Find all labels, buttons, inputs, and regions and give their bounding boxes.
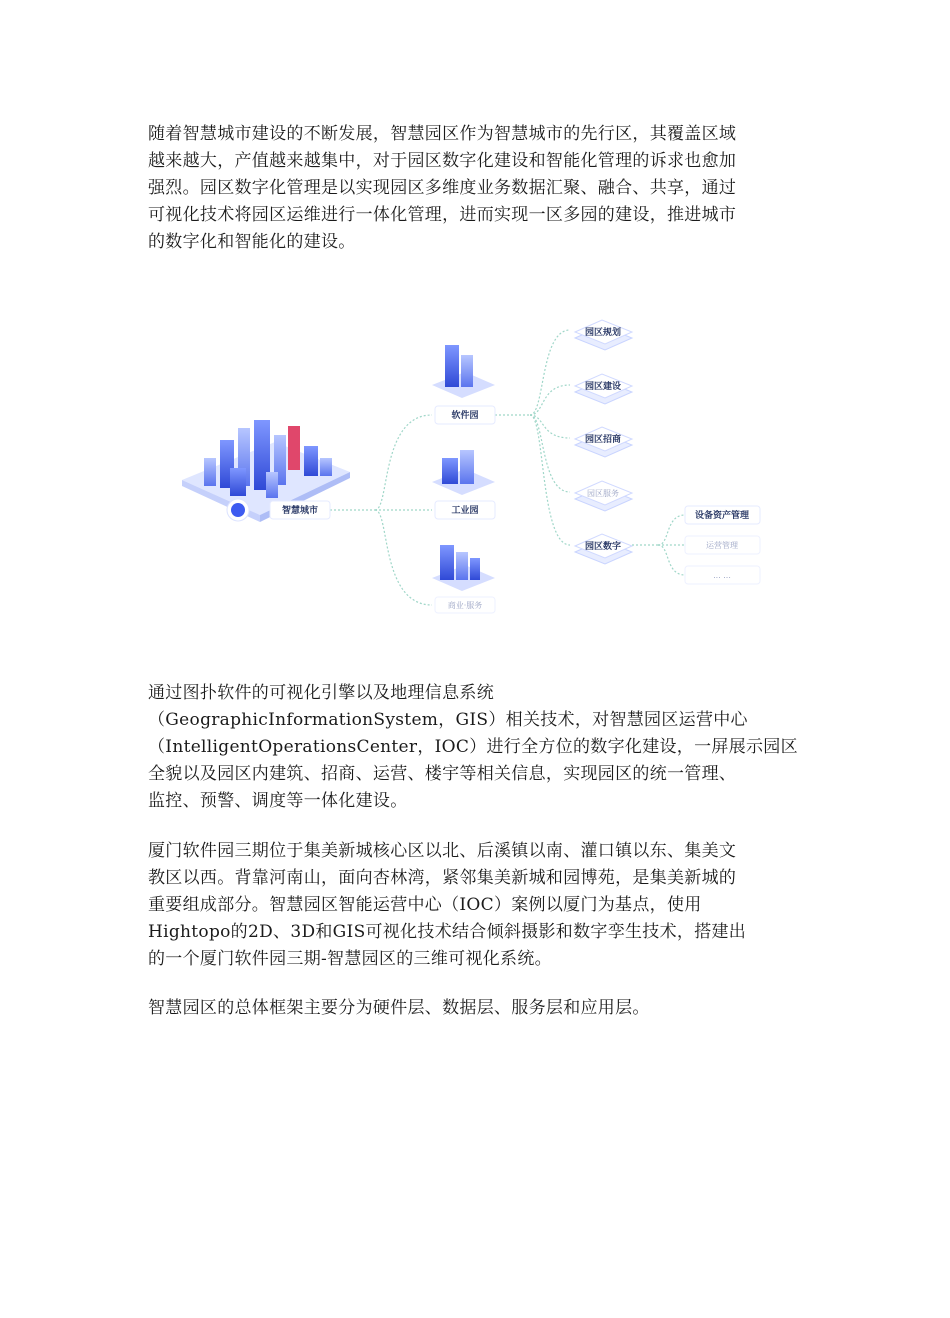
- text-line: （GeographicInformationSystem，GIS）相关技术，对智慧园区运营中心: [148, 710, 748, 730]
- layer-construction: [575, 374, 632, 404]
- text-line: 监控、预警、调度等一体化建设。: [148, 791, 408, 811]
- sub-items: [685, 506, 760, 584]
- park-commercial: [432, 545, 495, 613]
- layer-investment: [575, 427, 632, 457]
- function-label: 园区服务: [587, 489, 619, 498]
- park-label: 软件园: [451, 411, 479, 421]
- sub-item-label: 设备资产管理: [694, 511, 750, 521]
- text-line: （IntelligentOperationsCenter，IOC）进行全方位的数字化建设，一屏展示园区: [148, 737, 798, 757]
- xiamen-paragraph: [148, 838, 798, 973]
- text-line: 的一个厦门软件园三期-智慧园区的三维可视化系统。: [148, 949, 552, 969]
- smart-city-diagram: [170, 300, 810, 630]
- park-label: 工业园: [451, 506, 479, 516]
- sub-item-label: ... ...: [713, 571, 731, 580]
- text-line: 厦门软件园三期位于集美新城核心区以北、后溪镇以南、灌口镇以东、集美文: [148, 841, 737, 861]
- layer-planning: [575, 320, 632, 350]
- park-industrial: [432, 450, 495, 519]
- text-line: 智慧园区的总体框架主要分为硬件层、数据层、服务层和应用层。: [148, 998, 650, 1018]
- park-software: [432, 345, 495, 424]
- text-line: 越来越大，产值越来越集中，对于园区数字化建设和智能化管理的诉求也愈加: [148, 151, 737, 171]
- root-node: [227, 499, 330, 521]
- text-line: 强烈。园区数字化管理是以实现园区多维度业务数据汇聚、融合、共享，通过: [148, 178, 737, 198]
- intro-paragraph: [148, 121, 798, 256]
- sub-item-label: 运营管理: [706, 541, 738, 550]
- text-line: 全貌以及园区内建筑、招商、运营、楼宇等相关信息，实现园区的统一管理、: [148, 764, 737, 784]
- layer-digital: [575, 534, 632, 564]
- text-line: 的数字化和智能化的建设。: [148, 232, 356, 252]
- function-label: 园区招商: [584, 435, 622, 445]
- text-line: 可视化技术将园区运维进行一体化管理，进而实现一区多园的建设，推进城市: [148, 205, 737, 225]
- layer-service: [575, 481, 632, 511]
- function-label: 园区规划: [584, 328, 622, 338]
- function-layers: [575, 320, 632, 564]
- framework-paragraph: [148, 995, 798, 1022]
- text-line: 教区以西。背靠河南山，面向杏林湾，紧邻集美新城和园博苑，是集美新城的: [148, 868, 737, 888]
- text-line: 重要组成部分。智慧园区智能运营中心（IOC）案例以厦门为基点，使用: [148, 895, 702, 915]
- function-label: 园区数字: [584, 542, 622, 552]
- root-label: 智慧城市: [281, 506, 319, 516]
- text-line: 随着智慧城市建设的不断发展，智慧园区作为智慧城市的先行区，其覆盖区域: [148, 124, 737, 144]
- gis-paragraph: [148, 680, 798, 815]
- connector-lines: [330, 330, 685, 605]
- text-line: 通过图扑软件的可视化引擎以及地理信息系统: [148, 683, 494, 703]
- function-label: 园区建设: [584, 382, 622, 392]
- park-label: 商业·服务: [447, 601, 483, 610]
- text-line: Hightopo的2D、3D和GIS可视化技术结合倾斜摄影和数字孪生技术，搭建出: [148, 922, 747, 942]
- diagram-svg: [170, 300, 810, 630]
